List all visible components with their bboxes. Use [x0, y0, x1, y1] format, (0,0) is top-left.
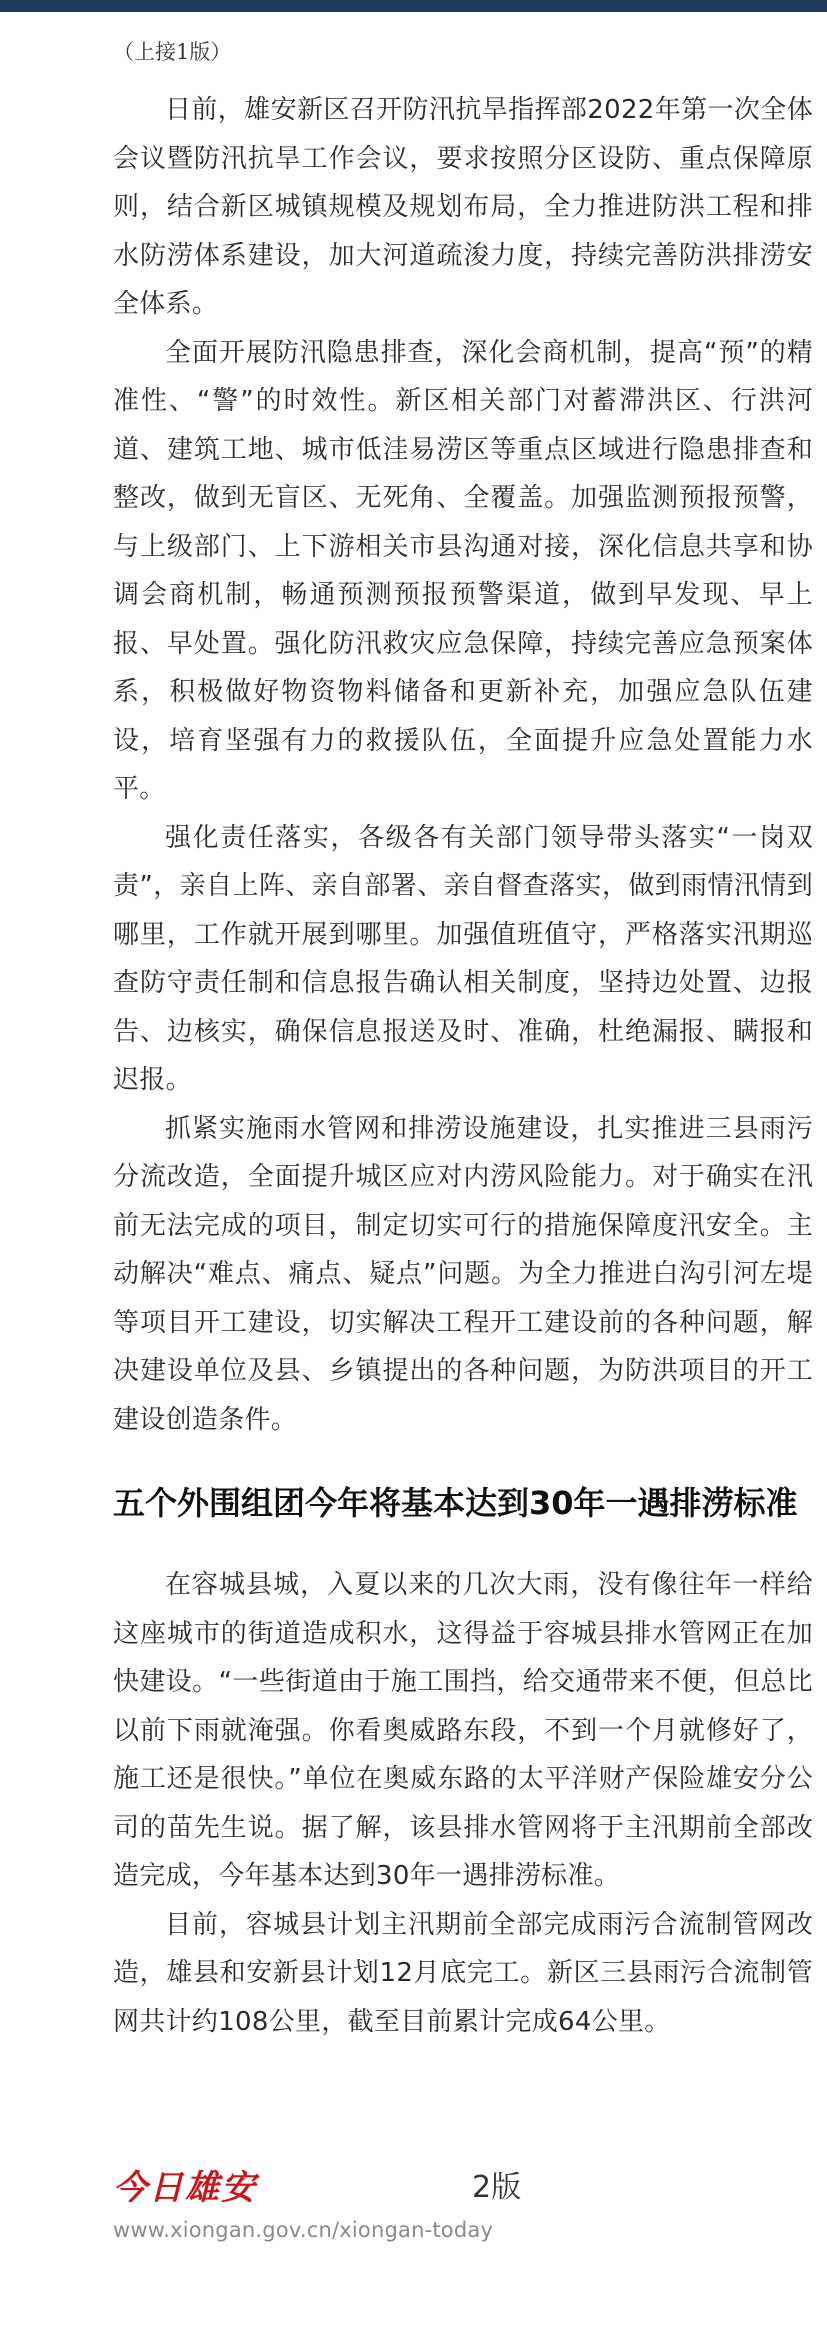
section-heading: 五个外围组团今年将基本达到30年一遇排涝标准 — [113, 1484, 798, 1522]
footer-brand-row — [113, 2160, 713, 2210]
paragraph-2: 全面开展防汛隐患排查，深化会商机制，提高“预”的精准性、“警”的时效性。新区相关部门对蓄滞洪区、行洪河道、建筑工地、城市低洼易涝区等重点区域进行隐患排查和整改，做到无盲区、无死角、全覆盖。加强监测预报预警，与上级部门、上下游相关市县沟通对接，深化信息共享和协调会商机制，畅通预测预报预警渠道，做到早发现、早上报、早处置。强化防汛救灾应急保障，持续完善应急预案体系，积极做好物资物料储备和更新补充，加强应急队伍建设，培育坚强有力的救援队伍，全面提升应急处置能力水平。 — [113, 337, 813, 804]
website-url[interactable]: www.xiongan.gov.cn/xiongan-today — [113, 2218, 494, 2242]
newspaper-logo: 今日雄安 — [113, 2168, 257, 2208]
page-number: 2版 — [472, 2170, 522, 2205]
top-color-bar — [0, 0, 827, 12]
page-footer — [113, 2160, 713, 2242]
paragraph-5: 在容城县城，入夏以来的几次大雨，没有像往年一样给这座城市的街道造成积水，这得益于容城县排水管网正在加快建设。“一些街道由于施工围挡，给交通带来不便，但总比以前下雨就淹强。你看奥威路东段，不到一个月就修好了，施工还是很快。”单位在奥威东路的太平洋财产保险雄安分公司的苗先生说。据了解，该县排水管网将于主汛期前全部改造完成，今年基本达到30年一遇排涝标准。 — [113, 1570, 813, 1891]
paragraph-6: 目前，容城县计划主汛期前全部完成雨污合流制管网改造，雄县和安新县计划12月底完工。新区三县雨污合流制管网共计约108公里，截至目前累计完成64公里。 — [113, 1909, 813, 2037]
continued-from-note: （上接1版） — [113, 40, 232, 64]
paragraph-1: 日前，雄安新区召开防汛抗旱指挥部2022年第一次全体会议暨防汛抗旱工作会议，要求按照分区设防、重点保障原则，结合新区城镇规模及规划布局，全力推进防洪工程和排水防涝体系建设，加大河道疏浚力度，持续完善防洪排涝安全体系。 — [113, 95, 813, 319]
paragraph-4: 抓紧实施雨水管网和排涝设施建设，扎实推进三县雨污分流改造，全面提升城区应对内涝风险能力。对于确实在汛前无法完成的项目，制定切实可行的措施保障度汛安全。主动解决“难点、痛点、疑点”问题。为全力推进白沟引河左堤等项目开工建设，切实解决工程开工建设前的各种问题，解决建设单位及县、乡镇提出的各种问题，为防洪项目的开工建设创造条件。 — [113, 1113, 813, 1435]
paragraph-3: 强化责任落实，各级各有关部门领导带头落实“一岗双责”，亲自上阵、亲自部署、亲自督查落实，做到雨情汛情到哪里，工作就开展到哪里。加强值班值守，严格落实汛期巡查防守责任制和信息报告确认相关制度，坚持边处置、边报告、边核实，确保信息报送及时、准确，杜绝漏报、瞒报和迟报。 — [113, 822, 813, 1095]
article-body — [113, 38, 813, 2046]
